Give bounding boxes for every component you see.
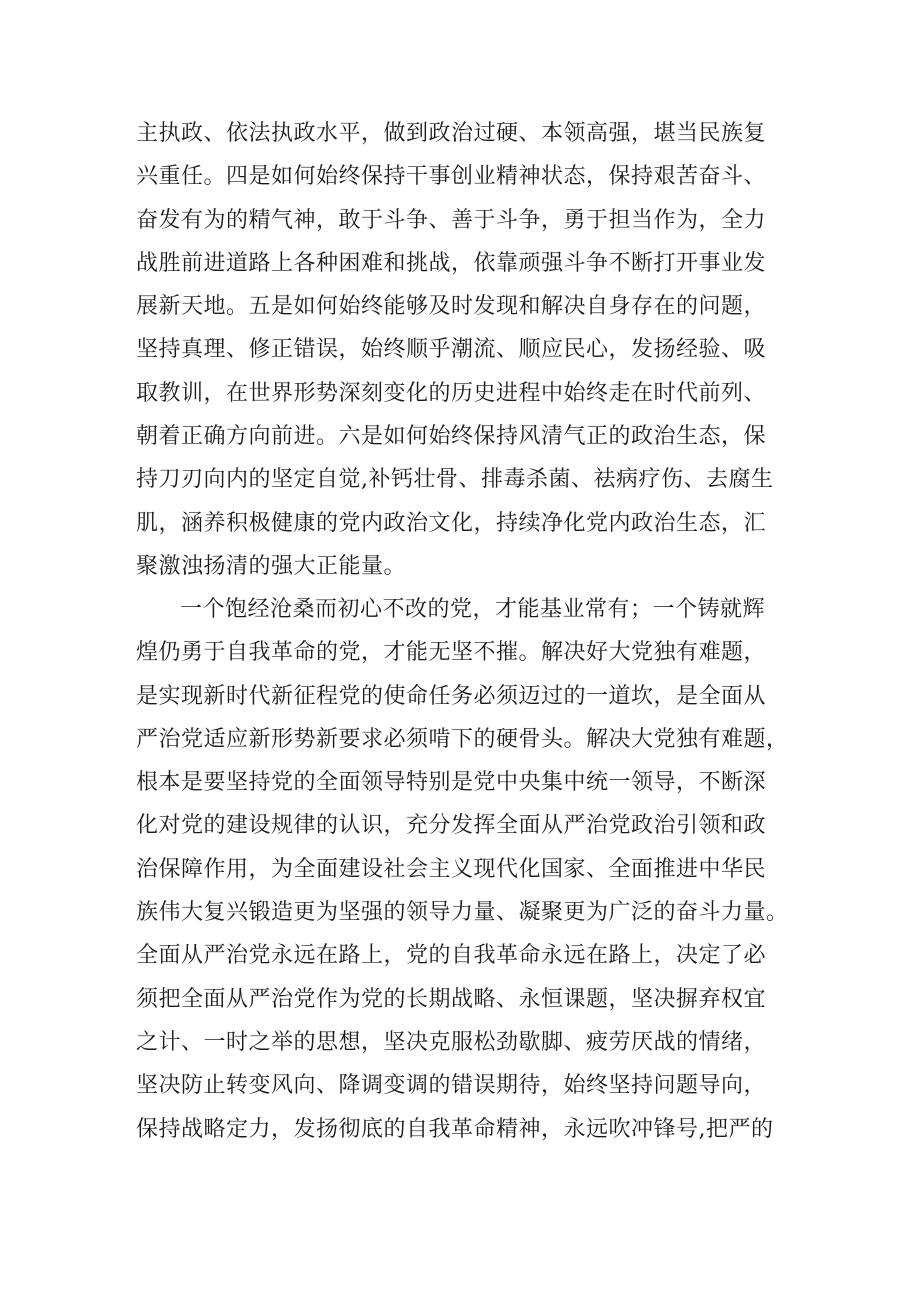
paragraph-line: 坚决防止转变风向、降调变调的错误期待，始终坚持问题导向， [136,1073,767,1099]
paragraph-line: 全面从严治党永远在路上，党的自我革命永远在路上，决定了必 [136,943,767,969]
paragraph-line: 肌，涵养积极健康的党内政治文化，持续净化党内政治生态，汇 [136,510,767,536]
paragraph-line: 是实现新时代新征程党的使命任务必须迈过的一道坎，是全面从 [136,683,767,709]
paragraph-line: 根本是要坚持党的全面领导特别是党中央集中统一领导，不断深 [136,770,767,796]
paragraph-line: 治保障作用，为全面建设社会主义现代化国家、全面推进中华民 [136,856,767,882]
paragraph-line: 朝着正确方向前进。六是如何始终保持风清气正的政治生态，保 [136,424,767,450]
paragraph-line: 主执政、依法执政水平，做到政治过硬、本领高强，堪当民族复 [136,121,767,146]
paragraph-line: 战胜前进道路上各种困难和挑战，依靠顽强斗争不断打开事业发 [136,250,767,276]
paragraph-line: 保持战略定力，发扬彻底的自我革命精神，永远吹冲锋号,把严的 [136,1116,774,1142]
paragraph-line: 严治党适应新形势新要求必须啃下的硬骨头。解决大党独有难题， [136,726,789,752]
paragraph-line: 须把全面从严治党作为党的长期战略、永恒课题，坚决摒弃权宜 [136,986,767,1012]
paragraph-line: 聚激浊扬清的强大正能量。 [136,553,407,579]
paragraph-first-line: 一个饱经沧桑而初心不改的党，才能基业常有；一个铸就辉 [180,597,766,622]
paragraph-line: 奋发有为的精气神，敢于斗争、善于斗争，勇于担当作为，全力 [136,207,767,233]
paragraph-line: 之计、一时之举的思想，坚决克服松劲歇脚、疲劳厌战的情绪， [136,1029,767,1055]
paragraph-1 [136,112,796,588]
paragraph-line: 化对党的建设规律的认识，充分发挥全面从严治党政治引领和政 [136,813,767,839]
paragraph-line: 兴重任。四是如何始终保持干事创业精神状态，保持艰苦奋斗、 [136,164,767,190]
paragraph-line: 煌仍勇于自我革命的党，才能无坚不摧。解决好大党独有难题， [136,640,767,666]
paragraph-line: 坚持真理、修正错误，始终顺乎潮流、顺应民心，发扬经验、吸 [136,337,767,363]
paragraph-line: 展新天地。五是如何始终能够及时发现和解决自身存在的问题， [136,294,767,320]
paragraph-line: 持刀刃向内的坚定自觉,补钙壮骨、排毒杀菌、祛病疗伤、去腐生 [136,467,774,493]
paragraph-2 [136,588,796,1151]
paragraph-line: 族伟大复兴锻造更为坚强的领导力量、凝聚更为广泛的奋斗力量。 [136,900,789,926]
paragraph-line: 取教训，在世界形势深刻变化的历史进程中始终走在时代前列、 [136,380,767,406]
